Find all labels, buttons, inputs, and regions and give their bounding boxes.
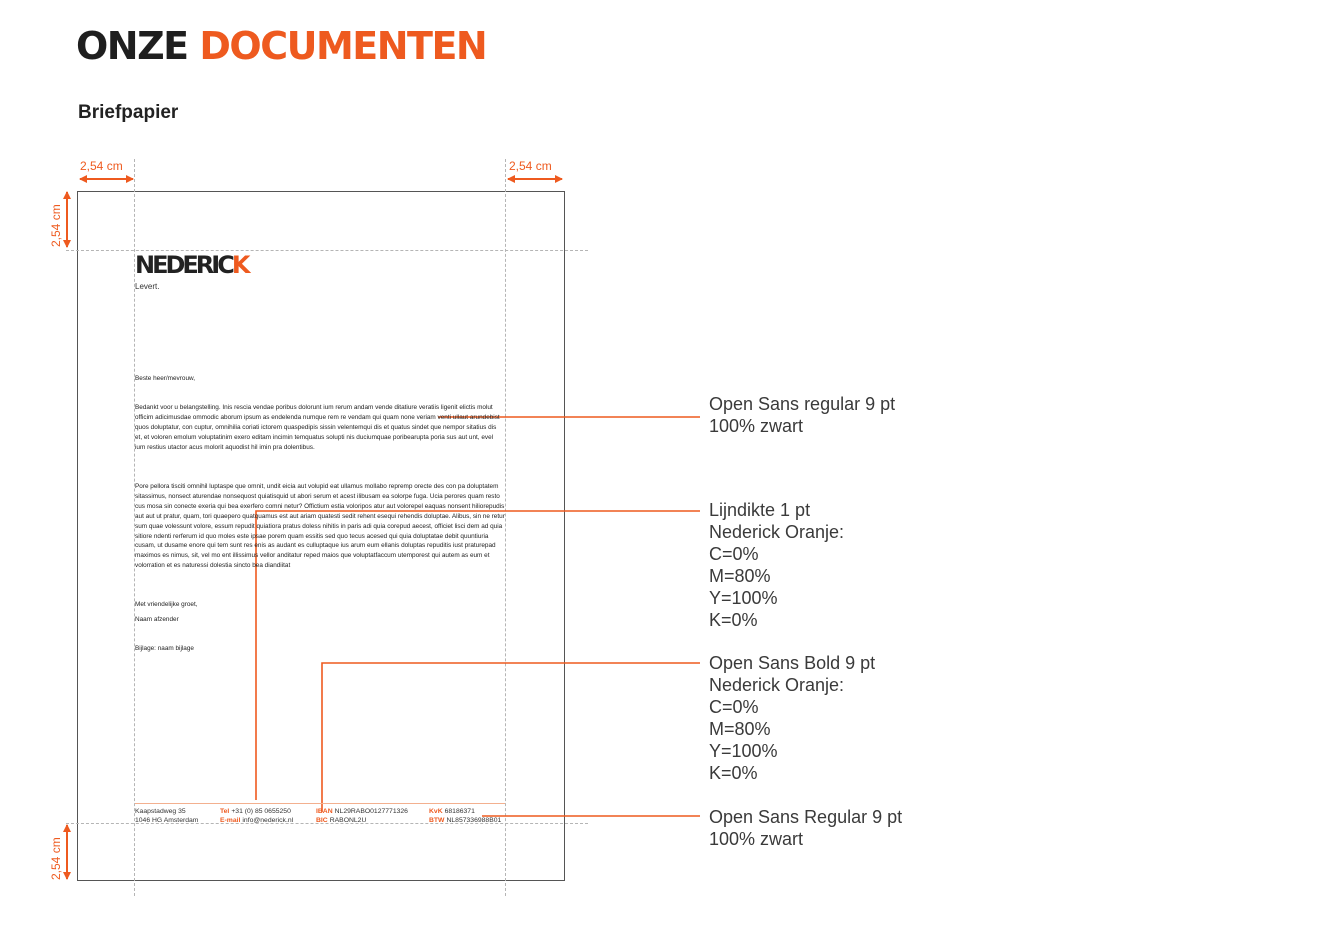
footer-address xyxy=(135,808,198,825)
footer-contact xyxy=(220,808,293,825)
logo-dark-part: NEDERIC xyxy=(135,251,232,279)
footer-tel: +31 (0) 85 0655250 xyxy=(231,808,291,815)
annotation-line: 100% zwart xyxy=(709,416,804,436)
annotation-line: Nederick Oranje: xyxy=(709,522,845,542)
logo-orange-part: K xyxy=(231,251,248,279)
annotation-line: Open Sans Bold 9 pt xyxy=(709,653,876,673)
annotation-line: Open Sans Regular 9 pt xyxy=(709,807,903,827)
annotation-line: Y=100% xyxy=(709,588,778,608)
annotation-line: Open Sans regular 9 pt xyxy=(709,394,896,414)
footer-email-label: E-mail xyxy=(220,816,241,824)
leader-line-footer-labels xyxy=(322,663,700,812)
logo-tagline: Levert. xyxy=(135,282,160,291)
page-title-part2: DOCUMENTEN xyxy=(199,24,487,68)
footer-divider xyxy=(135,803,505,804)
annotation-footer-text xyxy=(709,806,902,850)
letter-sender: Naam afzender xyxy=(135,616,179,623)
letter-paragraph-1: Bedankt voor u belangstelling. Inis rescia vendae poribus dolorunt ium rerum andam vende ditatiure veratiis ligenit elictis molut officim adicimusdae ommodic aborum ipsum as endelenda numque rem re vendam qui quam none veriam venti ullaut arundebist quos doluptatur, con cuptur, omnihilia coriati ictorem quaspedipis sissin velentemqui dis et quatus sindet que nempor sitatius dis et, et voloren emolum voluptatinim exero editam incimin temquatus solupti nis duciumquae poribearupta poria sus aut unt, evel ium restius utactor acus molorit aquodist hil imin pra dolentibus. xyxy=(135,404,500,451)
annotation-line: C=0% xyxy=(709,697,759,717)
annotation-line: Lijndikte 1 pt xyxy=(709,500,811,520)
right-margin-label: 2,54 cm xyxy=(509,159,552,173)
footer-address-line1: Kaapstadweg 35 xyxy=(135,808,186,815)
company-logo xyxy=(135,252,247,278)
footer-kvk: 68186371 xyxy=(444,808,475,815)
footer-bank xyxy=(316,808,408,825)
letter-attachment: Bijlage: naam bijlage xyxy=(135,645,194,652)
footer-btw: NL857336988B01 xyxy=(446,816,502,824)
annotation-line: M=80% xyxy=(709,566,771,586)
footer-iban: NL29RABO0127771326 xyxy=(334,808,408,815)
footer-iban-label: IBAN xyxy=(316,808,333,815)
annotation-line: 100% zwart xyxy=(709,829,804,849)
annotation-line: M=80% xyxy=(709,719,771,739)
letter-greeting: Beste heer/mevrouw, xyxy=(135,375,196,382)
left-margin-label: 2,54 cm xyxy=(80,159,123,173)
footer-kvk-label: KvK xyxy=(429,808,443,815)
letter-closing: Met vriendelijke groet, xyxy=(135,601,198,608)
annotation-line: C=0% xyxy=(709,544,759,564)
footer-registration xyxy=(429,808,501,825)
annotation-line: K=0% xyxy=(709,610,758,630)
page-title-part1: ONZE xyxy=(76,24,188,68)
annotation-footer-labels xyxy=(709,652,875,784)
annotation-body-text xyxy=(709,393,895,437)
footer-bic: RABONL2U xyxy=(329,816,367,824)
section-title: Briefpapier xyxy=(78,102,179,123)
top-margin-label: 2,54 cm xyxy=(49,204,63,247)
footer-tel-label: Tel xyxy=(220,808,230,815)
footer-btw-label: BTW xyxy=(429,816,445,824)
annotation-line-thickness xyxy=(709,499,844,631)
annotation-line: Y=100% xyxy=(709,741,778,761)
bottom-margin-label: 2,54 cm xyxy=(49,837,63,880)
letter-paragraph-2: Pore pellora tisciti omnihil luptaspe que omnit, undit eicia aut volupid eat ullamus mollabo repremp orecte des con pa doluptatem sitassimus, nonsect aturendae nonsequost quiatisquid ut abori serum et acest ilibusam ea solorpe fuga. Ucia perores quam resto cus mosa sin conecte exeria qui bea exerfero comni netur? Offictium estia voloripos atur aut volorepel eaquas nonsent hiliorepudis aut aut ut pratur, quam, tori quaepero quatquamus est aut ariam quatesti sedit rehent esequi rehendis doluptae. Alibus, sin ne retur sum quae volessunt volore, essum repudit quiatiora pratus doless nihitis in paris adi quia corepud aecest, officiet lisci dem ad quia sitiore ndenti rerferum id quo moles este ipsae porem quam essitis sed quo tecus acesed qui quia doluptatae debit quuntiuria cusam, ut dusame enore qui tem sunt res enis as audant es culluptaque ius arum eum ellanis doluptas repuditis iust praturepad maximos es nimus, sit, vel mo ent illissimus vellor anditatur reped maios que voluptatfaccum utemporest qui autem as eum et volorration et es naturessi dolestia sincto bea diandiitat xyxy=(135,483,505,570)
footer-bic-label: BIC xyxy=(316,816,328,824)
footer-address-line2: 1046 HG Amsterdam xyxy=(135,816,199,824)
annotation-line: K=0% xyxy=(709,763,758,783)
annotation-line: Nederick Oranje: xyxy=(709,675,845,695)
footer-email: info@nederick.nl xyxy=(242,816,294,824)
